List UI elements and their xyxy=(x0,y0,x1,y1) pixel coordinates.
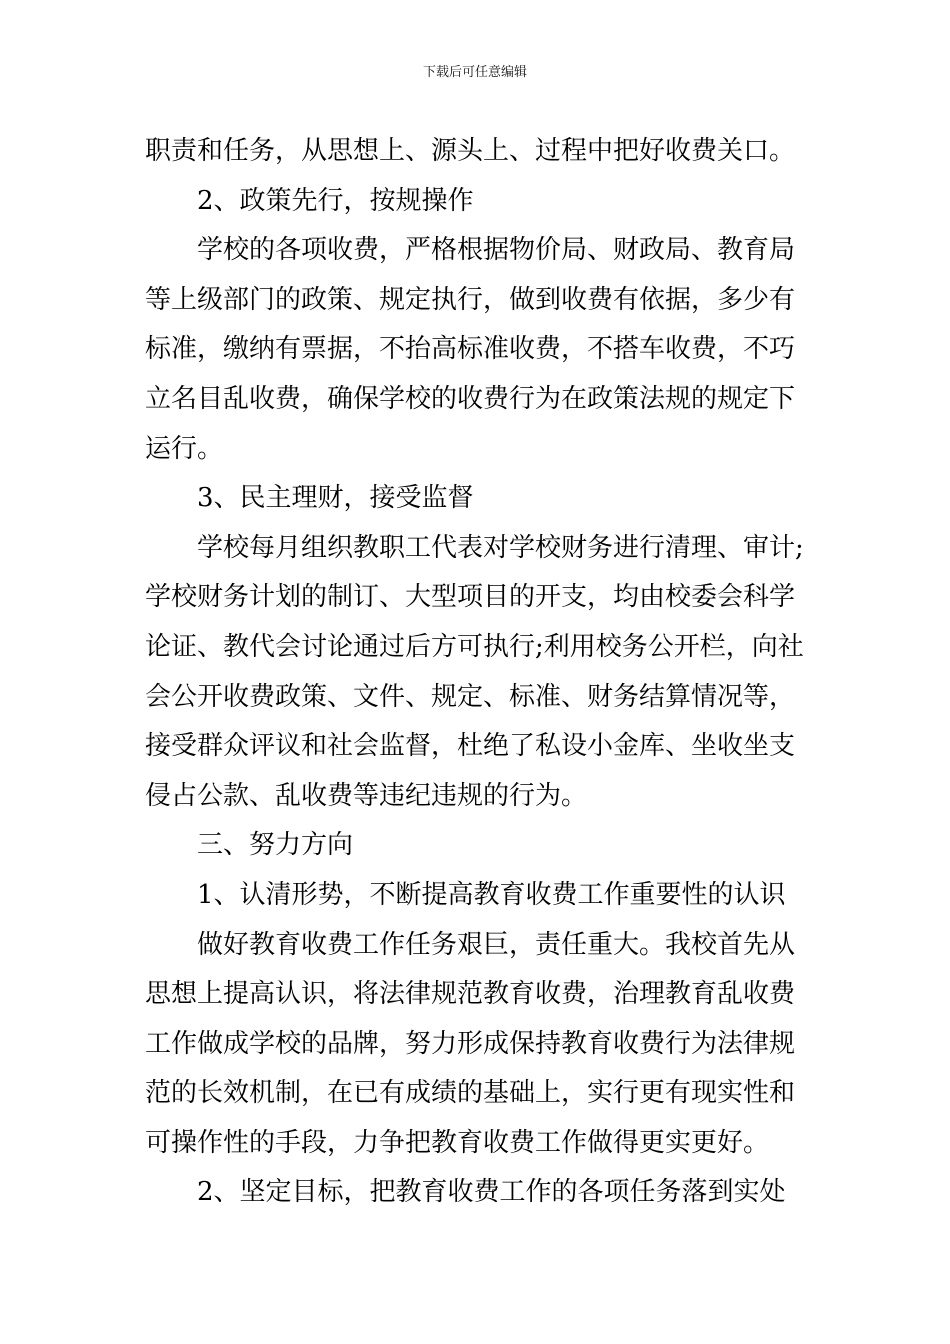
section-heading: 2、政策先行，按规操作 xyxy=(197,185,474,216)
text-line: 侵占公款、乱收费等违纪违规的行为。 xyxy=(145,780,588,811)
section-heading: 3、民主理财，接受监督 xyxy=(197,483,474,514)
text-line: 接受群众评议和社会监督，杜绝了私设小金库、坐收坐支 xyxy=(145,731,796,762)
text-line: 职责和任务，从思想上、源头上、过程中把好收费关口。 xyxy=(145,136,796,166)
text-line: 运行。 xyxy=(145,433,224,464)
text-line: 论证、教代会讨论通过后方可执行;利用校务公开栏，向社 xyxy=(145,631,804,662)
text-line: 学校财务计划的制订、大型项目的开支，均由校委会科学 xyxy=(145,582,796,613)
document-body xyxy=(145,127,809,1218)
text-line: 做好教育收费工作任务艰巨，责任重大。我校首先从 xyxy=(197,929,796,960)
page-header-note: 下载后可任意编辑 xyxy=(422,65,527,80)
text-line: 范的长效机制，在已有成绩的基础上，实行更有现实性和 xyxy=(145,1078,796,1109)
section-heading: 1、认清形势，不断提高教育收费工作重要性的认识 xyxy=(197,879,786,910)
text-line: 可操作性的手段，力争把教育收费工作做得更实更好。 xyxy=(145,1127,770,1158)
text-line: 等上级部门的政策、规定执行，做到收费有依据，多少有 xyxy=(145,284,796,315)
text-line: 立名目乱收费，确保学校的收费行为在政策法规的规定下 xyxy=(145,383,796,414)
text-line: 工作做成学校的品牌，努力形成保持教育收费行为法律规 xyxy=(145,1028,796,1059)
section-heading: 2、坚定目标，把教育收费工作的各项任务落到实处 xyxy=(197,1177,786,1208)
text-line: 思想上提高认识，将法律规范教育收费，治理教育乱收费 xyxy=(145,979,796,1010)
text-line: 学校每月组织教职工代表对学校财务进行清理、审计; xyxy=(197,532,804,563)
text-line: 会公开收费政策、文件、规定、标准、财务结算情况等， xyxy=(145,681,796,712)
text-line: 学校的各项收费，严格根据物价局、财政局、教育局 xyxy=(197,235,796,266)
section-heading: 三、努力方向 xyxy=(197,830,354,861)
text-line: 标准，缴纳有票据，不抬高标准收费，不搭车收费，不巧 xyxy=(145,334,796,365)
